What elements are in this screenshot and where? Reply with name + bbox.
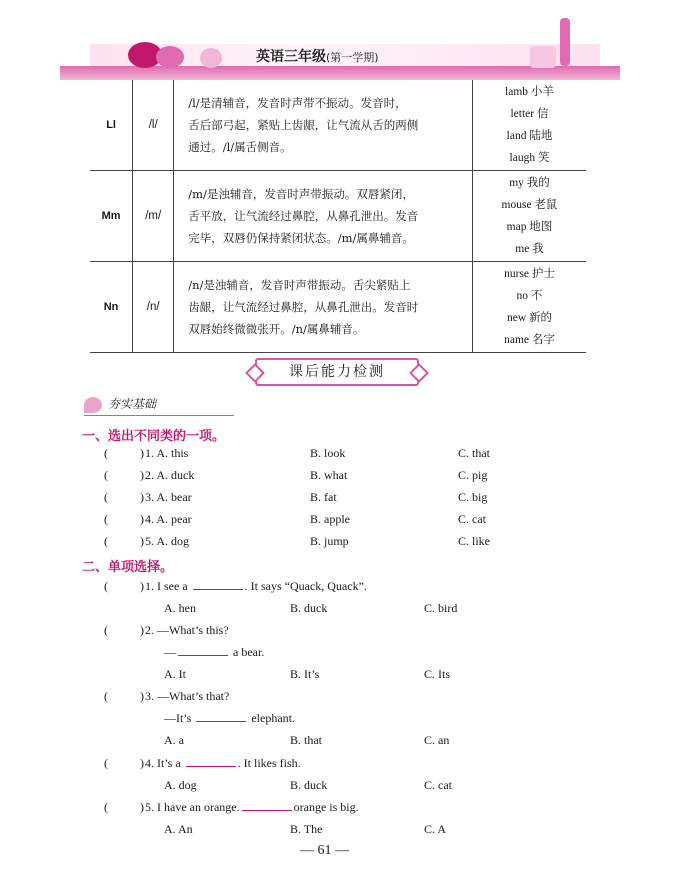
question-stem: 4. It’s a . It likes fish.	[145, 756, 301, 770]
option-a: A. hen	[164, 601, 196, 615]
question-stem: 1. I see a . It says “Quack, Quack”.	[145, 579, 367, 593]
option-c: C. A	[424, 822, 447, 836]
table-row	[90, 262, 586, 353]
answer-blank[interactable]	[178, 645, 228, 656]
option-a: 4. A. pear	[145, 512, 192, 526]
words-cell: nurse 护士 no 不 new 新的 name 名字	[472, 262, 586, 353]
decor-heart-mid	[156, 46, 184, 68]
question-stem: 2. —What’s this?	[145, 623, 229, 637]
letter-cell: Nn	[90, 262, 133, 353]
option-b: B. that	[290, 733, 322, 747]
option-c: C. cat	[424, 778, 452, 792]
question-stem: — a bear.	[164, 645, 265, 659]
decor-tree	[560, 18, 570, 66]
option-b: B. what	[310, 468, 348, 482]
option-a: 1. A. this	[145, 446, 189, 460]
divider	[84, 415, 234, 416]
header-title: 英语三年级(第一学期)	[256, 49, 379, 65]
option-b: B. duck	[290, 601, 328, 615]
option-b: B. look	[310, 446, 346, 460]
description-cell: /l/是清辅音，发音时声带不振动。发音时， 舌后部弓起，紧贴上齿龈，让气流从舌的两侧 通过。/l/属舌侧音。	[174, 80, 473, 171]
decor-house	[530, 46, 556, 68]
leaf-icon	[84, 397, 102, 413]
description-cell: /m/是浊辅音，发音时声带振动。双唇紧闭， 舌平放，让气流经过鼻腔，从鼻孔泄出。发音 完毕，双唇仍保持紧闭状态。/m/属鼻辅音。	[174, 171, 473, 262]
option-a: 2. A. duck	[145, 468, 195, 482]
answer-blank[interactable]	[186, 756, 236, 767]
option-b: B. duck	[290, 778, 328, 792]
option-b: B. fat	[310, 490, 337, 504]
option-a: A. An	[164, 822, 193, 836]
answer-blank[interactable]	[242, 800, 292, 811]
section-2-title: 二、单项选择。	[82, 560, 174, 575]
option-c: C. big	[458, 490, 488, 504]
option-b: B. jump	[310, 534, 349, 548]
option-b: B. apple	[310, 512, 350, 526]
description-cell: /n/是浊辅音，发音时声带振动。舌尖紧贴上 齿龈，让气流经过鼻腔，从鼻孔泄出。发音时 双唇始终微微张开。/n/属鼻辅音。	[174, 262, 473, 353]
words-cell: lamb 小羊 letter 信 land 陆地 laugh 笑	[472, 80, 586, 171]
option-b: B. The	[290, 822, 323, 836]
option-c: C. like	[458, 534, 490, 548]
table-row	[90, 171, 586, 262]
answer-blank[interactable]	[196, 711, 246, 722]
option-c: C. cat	[458, 512, 486, 526]
section-1-title: 一、选出不同类的一项。	[82, 429, 226, 444]
option-c: C. that	[458, 446, 490, 460]
page-number: — 61 —	[300, 843, 349, 858]
header-bar	[60, 66, 620, 80]
option-b: B. It’s	[290, 667, 320, 681]
option-a: A. It	[164, 667, 186, 681]
answer-blank[interactable]	[193, 579, 243, 590]
words-cell: my 我的 mouse 老鼠 map 地图 me 我	[472, 171, 586, 262]
page-header	[60, 8, 620, 80]
phonics-table	[90, 80, 586, 353]
option-a: 3. A. bear	[145, 490, 192, 504]
option-c: C. Its	[424, 667, 451, 681]
option-c: C. pig	[458, 468, 488, 482]
option-c: C. bird	[424, 601, 458, 615]
option-a: A. dog	[164, 778, 197, 792]
option-a: A. a	[164, 733, 184, 747]
option-c: C. an	[424, 733, 450, 747]
symbol-cell: /l/	[133, 80, 174, 171]
symbol-cell: /m/	[133, 171, 174, 262]
question-stem: —It’s elephant.	[164, 711, 295, 725]
decor-bunny	[200, 48, 222, 68]
symbol-cell: /n/	[133, 262, 174, 353]
letter-cell: Ll	[90, 80, 133, 171]
option-a: 5. A. dog	[145, 534, 190, 548]
basics-label: 夯实基础	[84, 395, 156, 413]
letter-cell: Mm	[90, 171, 133, 262]
question-stem: 3. —What’s that?	[145, 689, 230, 703]
section-banner: 课后能力检测	[255, 358, 419, 386]
question-stem: 5. I have an orange. orange is big.	[145, 800, 359, 814]
table-row	[90, 80, 586, 171]
